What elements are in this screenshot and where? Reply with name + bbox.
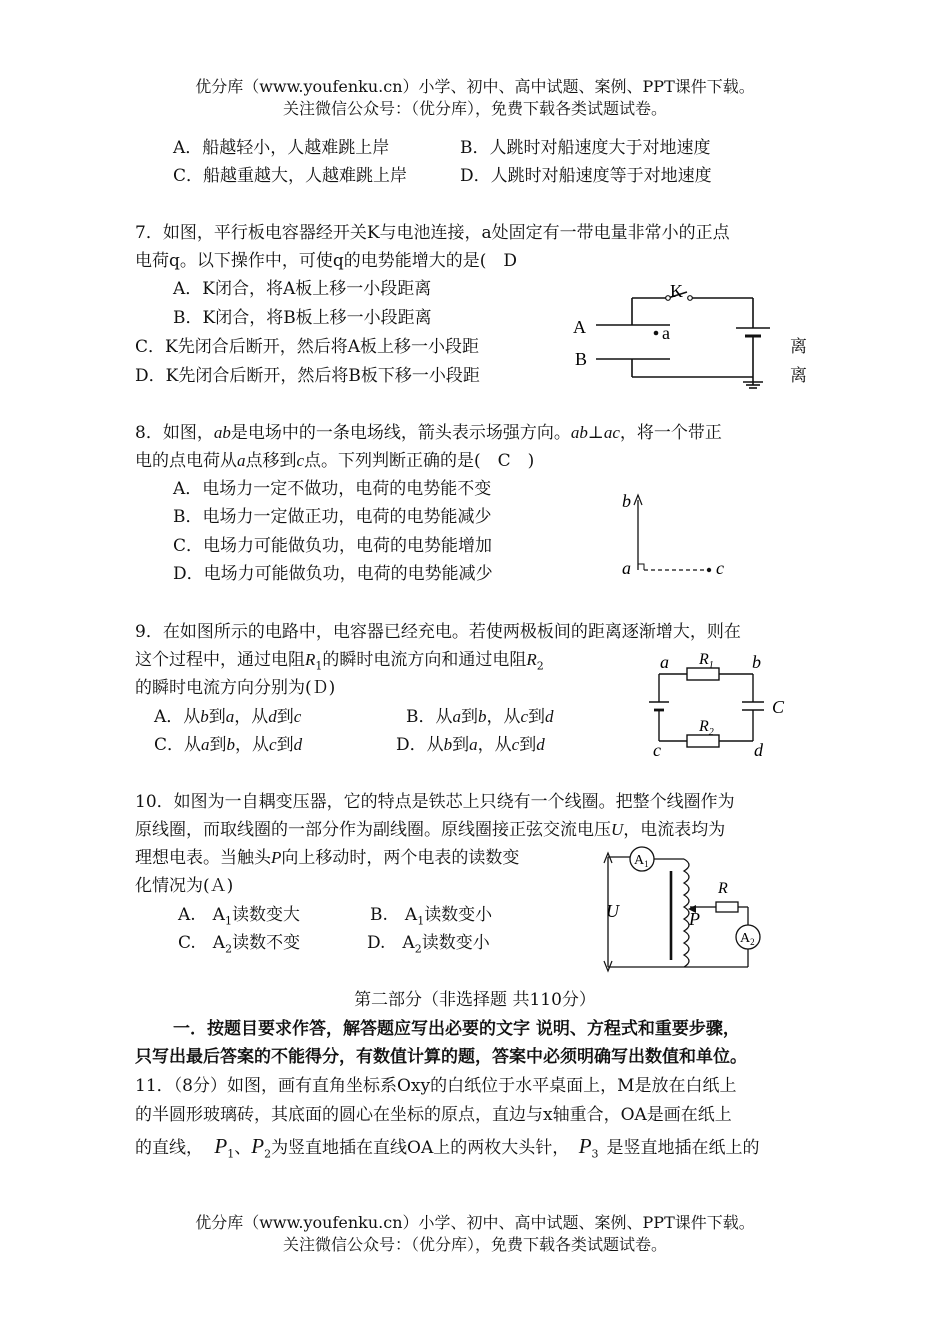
r1-label: $R_1$ <box>699 651 714 671</box>
q9-stem-line-2: 这个过程中，通过电阻$R_1$的瞬时电流方向和通过电阻$R_2$ <box>135 650 544 673</box>
part2-instruction-line-2: 只写出最后答案的不能得分，有数值计算的题，答案中必须明确写出数值和单位。 <box>135 1047 747 1067</box>
q11-stem-line-1: 11．（8分）如图，画有直角坐标系Oxy的白纸位于水平桌面上，M是放在白纸上 <box>135 1076 737 1096</box>
label-k: K <box>670 281 683 301</box>
contact-p-label: P <box>689 909 700 929</box>
ammeter-a2-label: $A_2$ <box>740 931 755 947</box>
node-c-label: c <box>653 740 661 760</box>
part2-title: 第二部分（非选择题 共110分） <box>354 990 596 1010</box>
node-d-label: d <box>754 740 763 760</box>
q10-option-a: A. $A_1$读数变大 <box>178 905 300 928</box>
q10-stem-line-1: 10．如图为一自耦变压器，它的特点是铁芯上只绕有一个线圈。把整个线圈作为 <box>135 792 735 812</box>
q11-stem-line-2: 的半圆形玻璃砖，其底面的圆心在坐标的原点，直边与x轴重合，OA是画在纸上 <box>135 1105 732 1125</box>
q7-option-b: B．K闭合，将B板上移一小段距离 <box>173 308 432 328</box>
q7-option-c: C．K先闭合后断开，然后将A板上移一小段距 <box>135 337 479 357</box>
q8-option-b: B．电场力一定做正功，电荷的电势能减少 <box>173 507 492 527</box>
header-line-1: 优分库（www.youfenku.cn）小学、初中、高中试题、案例、PPT课件下载。 <box>195 77 755 96</box>
label-a: a <box>622 558 631 578</box>
resistor-r-label: R <box>718 880 728 897</box>
q9-option-c: C．从a到b，从c到d <box>154 735 303 755</box>
q8-field-line-figure <box>610 488 740 584</box>
ammeter-a1-label: $A_1$ <box>634 853 649 869</box>
q9-stem-line-1: 9．在如图所示的电路中，电容器已经充电。若使两极板间的距离逐渐增大，则在 <box>135 622 741 642</box>
q6-option-a: A．船越轻小，人越难跳上岸 <box>173 138 390 158</box>
header-line-2: 关注微信公众号：（优分库），免费下载各类试题试卷。 <box>282 99 667 118</box>
node-b-label: b <box>752 652 761 672</box>
q8-stem-line-1: 8．如图，ab是电场中的一条电场线，箭头表示场强方向。ab⊥ac，将一个带正 <box>135 423 722 443</box>
q7-stem-line-2: 电荷q。以下操作中，可使q的电势能增大的是( D <box>135 251 518 271</box>
q7-option-c-tail: 离 <box>790 337 807 357</box>
q8-option-c: C．电场力可能做负功，电荷的电势能增加 <box>173 536 493 556</box>
label-b: b <box>622 491 631 511</box>
voltage-u-label: U <box>606 901 619 921</box>
q7-capacitor-figure <box>560 278 790 390</box>
q9-option-b: B．从a到b，从c到d <box>406 707 554 727</box>
q9-option-a: A．从b到a，从d到c <box>154 707 302 727</box>
q7-stem-line-1: 7．如图，平行板电容器经开关K与电池连接，a处固定有一带电量非常小的正点 <box>135 223 730 243</box>
q10-stem-line-2: 原线圈，而取线圈的一部分作为副线圈。原线圈接正弦交流电压U，电流表均为 <box>135 820 726 840</box>
q10-stem-line-3: 理想电表。当触头P向上移动时，两个电表的读数变 <box>135 848 520 868</box>
label-plate-b: B <box>575 349 588 369</box>
q8-stem-line-2: 电的点电荷从a点移到c点。下列判断正确的是( C ) <box>135 451 535 471</box>
q6-option-c: C．船越重越大，人越难跳上岸 <box>173 166 408 186</box>
label-c: c <box>716 558 724 578</box>
q7-option-d: D．K先闭合后断开，然后将B板下移一小段距 <box>135 366 480 386</box>
q10-option-c: C. $A_2$读数不变 <box>178 933 301 956</box>
q8-option-d: D．电场力可能做负功，电荷的电势能减少 <box>173 564 493 584</box>
q9-stem-line-3: 的瞬时电流方向分别为(Ｄ) <box>135 678 336 698</box>
q11-stem-line-3: 的直线， $P_1$、$P_2$为竖直地插在直线OA上的两枚大头针， $P_3$ 是竖直地插在纸上的 <box>135 1134 760 1161</box>
capacitor-c-label: C <box>772 697 785 717</box>
label-plate-a: A <box>573 317 586 337</box>
q10-stem-line-4: 化情况为(Ａ) <box>135 876 234 896</box>
r2-label: $R_2$ <box>699 718 714 738</box>
part2-instruction-line-1: 一．按题目要求作答，解答题应写出必要的文字 说明、方程式和重要步骤， <box>173 1019 740 1039</box>
q6-option-d: D．人跳时对船速度等于对地速度 <box>460 166 712 186</box>
node-a-label: a <box>660 652 669 672</box>
q9-option-d: D．从b到a，从c到d <box>396 735 545 755</box>
q6-option-b: B．人跳时对船速度大于对地速度 <box>460 138 711 158</box>
q8-option-a: A．电场力一定不做功，电荷的电势能不变 <box>173 479 492 499</box>
q10-option-d: D. $A_2$读数变小 <box>367 933 490 956</box>
label-point-a: a <box>662 323 670 343</box>
q7-option-d-tail: 离 <box>790 366 807 386</box>
footer-line-2: 关注微信公众号：（优分库），免费下载各类试题试卷。 <box>282 1235 667 1254</box>
q7-option-a: A．K闭合，将A板上移一小段距离 <box>173 279 432 299</box>
q10-option-b: B. $A_1$读数变小 <box>370 905 493 928</box>
footer-line-1: 优分库（www.youfenku.cn）小学、初中、高中试题、案例、PPT课件下载。 <box>195 1213 755 1232</box>
q10-transformer-figure <box>596 845 771 973</box>
q9-circuit-figure <box>645 648 800 760</box>
